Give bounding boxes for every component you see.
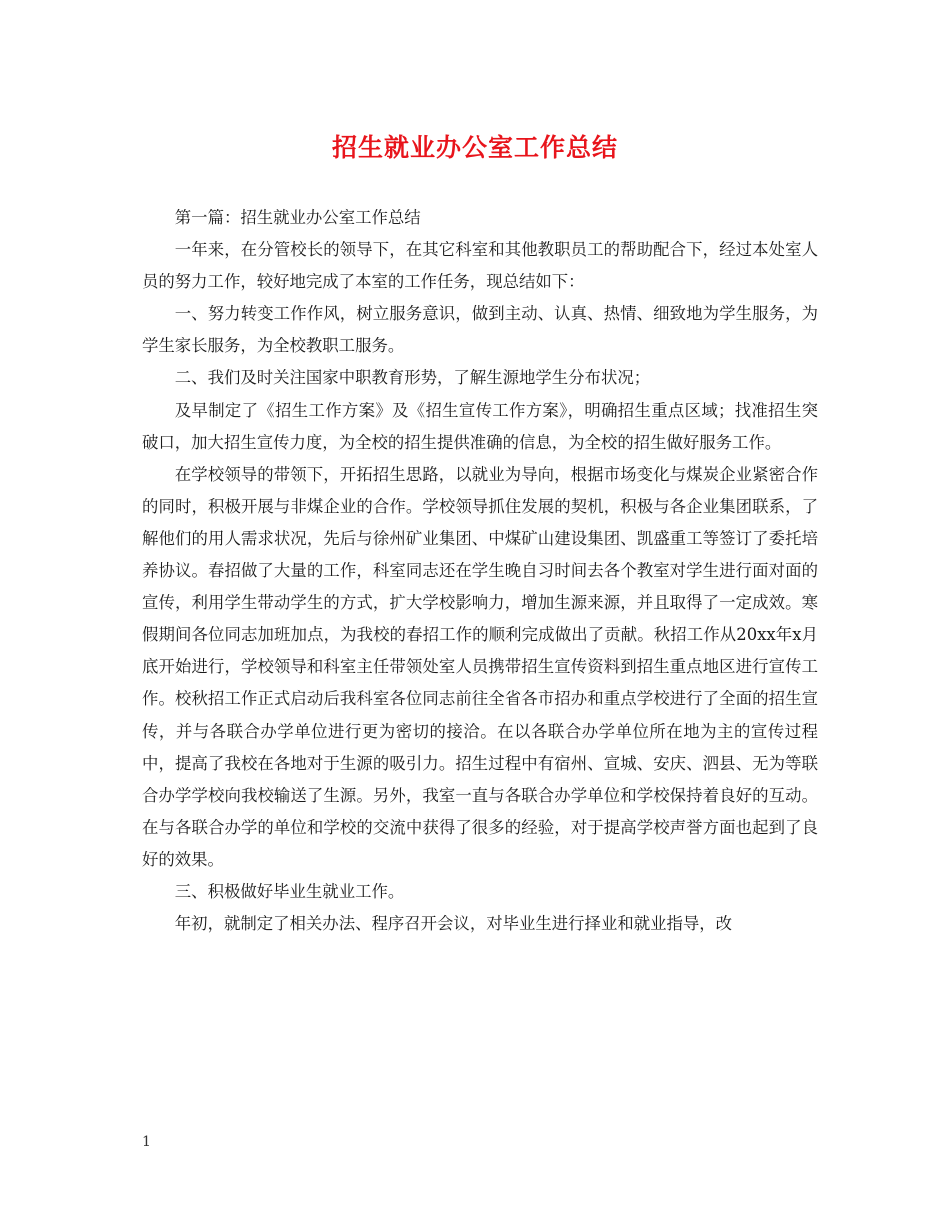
page-number: 1 — [142, 1134, 151, 1150]
paragraph: 在学校领导的带领下，开拓招生思路，以就业为导向，根据市场变化与煤炭企业紧密合作的同时，积极开展与非煤企业的合作。学校领导抓住发展的契机，积极与各企业集团联系，了解他们的用人需求状况，先后与徐州矿业集团、中煤矿山建设集团、凯盛重工等签订了委托培养协议。春招做了大量的工作，科室同志还在学生晚自习时间去各个教室对学生进行面对面的宣传，利用学生带动学生的方式，扩大学校影响力，增加生源来源，并且取得了一定成效。寒假期间各位同志加班加点，为我校的春招工作的顺利完成做出了贡献。秋招工作从20xx年x月底开始进行，学校领导和科室主任带领处室人员携带招生宣传资料到招生重点地区进行宣传工作。校秋招工作正式启动后我科室各位同志前往全省各市招办和重点学校进行了全面的招生宣传，并与各联合办学单位进行更为密切的接洽。在以各联合办学单位所在地为主的宣传过程中，提高了我校在各地对于生源的吸引力。招生过程中有宿州、宣城、安庆、泗县、无为等联合办学学校向我校输送了生源。另外，我室一直与各联合办学单位和学校保持着良好的互动。在与各联合办学的单位和学校的交流中获得了很多的经验，对于提高学校声誉方面也起到了良好的效果。 — [142, 464, 818, 869]
paragraph: 第一篇：招生就业办公室工作总结 — [174, 208, 421, 227]
paragraph: 一年来，在分管校长的领导下，在其它科室和其他教职员工的帮助配合下，经过本处室人员的努力工作，较好地完成了本室的工作任务，现总结如下： — [142, 240, 818, 292]
paragraph: 年初，就制定了相关办法、程序召开会议，对毕业生进行择业和就业指导，改 — [174, 914, 733, 934]
document-title: 招生就业办公室工作总结 — [331, 133, 618, 162]
paragraph: 二、我们及时关注国家中职教育形势，了解生源地学生分布状况； — [174, 368, 651, 388]
paragraph: 三、积极做好毕业生就业工作。 — [174, 881, 405, 901]
paragraph: 及早制定了《招生工作方案》及《招生宣传工作方案》，明确招生重点区域；找准招生突破口，加大招生宣传力度，为全校的招生提供准确的信息，为全校的招生做好服务工作。 — [142, 400, 818, 452]
paragraph: 一、努力转变工作作风，树立服务意识，做到主动、认真、热情、细致地为学生服务，为学生家长服务，为全校教职工服务。 — [142, 304, 818, 356]
document-body — [142, 202, 818, 940]
